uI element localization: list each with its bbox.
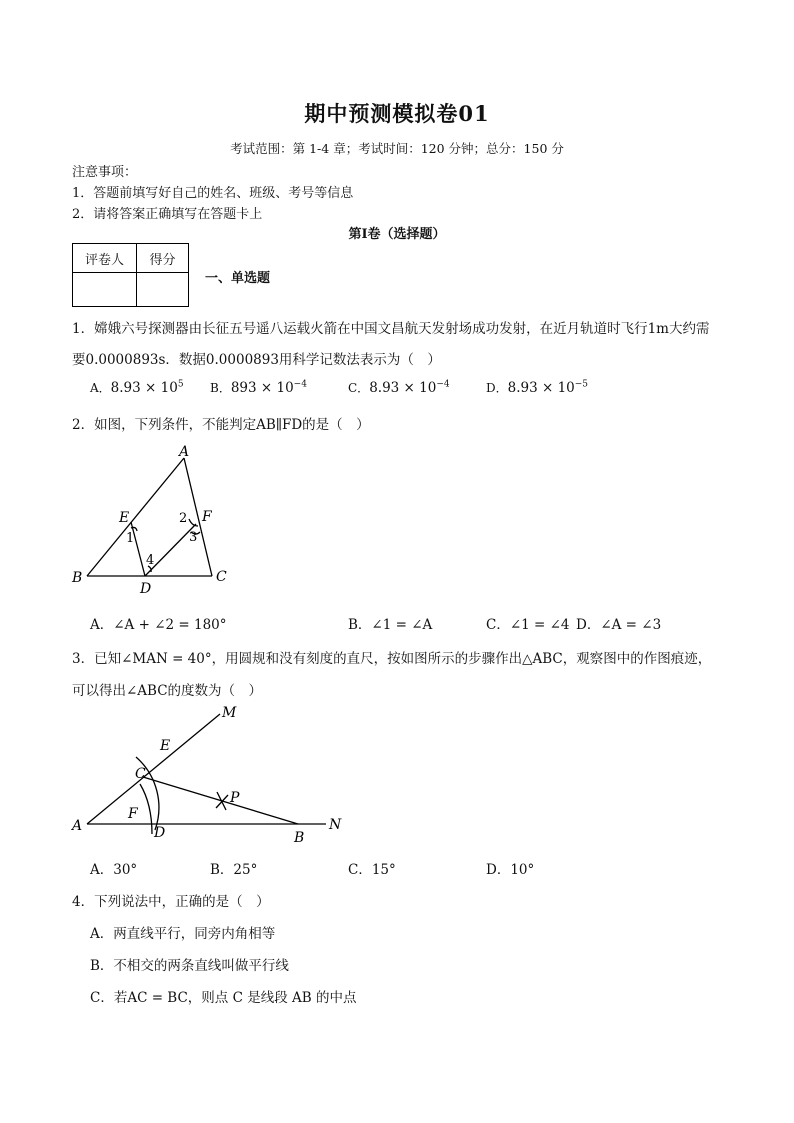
option-letter: B． <box>210 381 231 395</box>
q3-option-a[interactable]: A．30° <box>90 862 138 878</box>
label-e: E <box>160 738 171 754</box>
arc-mark-p2 <box>216 795 228 808</box>
q3-option-c[interactable]: C．15° <box>348 862 396 878</box>
label-d: D <box>140 581 152 597</box>
q1-option-d[interactable] <box>486 379 588 396</box>
q1-option-b[interactable] <box>210 379 307 396</box>
label-p: P <box>230 790 240 806</box>
question-1-line1: 1．嫦娥六号探测器由长征五号遥八运载火箭在中国文昌航天发射场成功发射，在近月轨道时飞行1m大约需 <box>72 321 710 337</box>
note-item: 2．请将答案正确填写在答题卡上 <box>72 207 263 222</box>
label-e: E <box>119 510 130 526</box>
label-m: M <box>222 705 237 721</box>
question-2-figure <box>60 440 250 600</box>
page-title: 期中预测模拟卷01 <box>304 101 490 126</box>
arc-mark-p1 <box>217 792 226 810</box>
label-n: N <box>329 817 342 833</box>
q2-option-d[interactable]: D．∠A = ∠3 <box>576 617 662 633</box>
question-2-stem: 2．如图，下列条件，不能判定AB∥FD的是（ ） <box>72 417 370 433</box>
angle-arc-2 <box>189 519 198 526</box>
question-1-line2: 要0.0000893s．数据0.0000893用科学记数法表示为（ ） <box>72 352 441 368</box>
label-c: C <box>216 569 227 585</box>
label-b: B <box>72 570 83 586</box>
label-angle-3: 3 <box>189 530 198 545</box>
label-f: F <box>202 509 212 525</box>
option-exponent: −4 <box>293 379 307 390</box>
score-table-header-grader: 评卷人 <box>73 244 137 273</box>
section-title: 第Ⅰ卷（选择题） <box>348 227 446 242</box>
question-3-figure <box>62 700 362 848</box>
q2-option-c[interactable]: C．∠1 = ∠4 <box>486 617 570 633</box>
score-table-cell <box>137 273 189 307</box>
label-a: A <box>179 444 190 460</box>
q3-option-d[interactable]: D．10° <box>486 862 535 878</box>
ray-am <box>87 714 220 824</box>
question-3-line1: 3．已知∠MAN = 40°，用圆规和没有刻度的直尺，按如图所示的步骤作出△ABC，观察图中的作图痕迹， <box>72 651 712 667</box>
score-table-header-score: 得分 <box>137 244 189 273</box>
label-angle-1: 1 <box>126 531 135 546</box>
score-table-cell <box>73 273 137 307</box>
option-base: 8.93 × 10 <box>110 380 178 396</box>
label-a: A <box>72 818 83 834</box>
q1-option-a[interactable] <box>90 379 184 396</box>
option-base: 8.93 × 10 <box>369 380 437 396</box>
option-exponent: −4 <box>436 379 450 390</box>
question-3-line2: 可以得出∠ABC的度数为（ ） <box>72 683 263 699</box>
option-letter: D． <box>486 381 508 395</box>
q3-option-b[interactable]: B．25° <box>210 862 258 878</box>
q2-option-b[interactable]: B．∠1 = ∠A <box>348 617 433 633</box>
label-angle-2: 2 <box>179 511 188 526</box>
segment-ab <box>87 458 184 576</box>
score-table <box>72 243 189 307</box>
q2-option-a[interactable]: A．∠A + ∠2 = 180° <box>90 617 227 633</box>
label-b: B <box>294 830 305 846</box>
label-d: D <box>154 825 166 841</box>
label-f: F <box>128 806 138 822</box>
q1-option-c[interactable] <box>348 379 450 396</box>
arc-fd <box>140 784 152 834</box>
option-letter: A． <box>90 381 111 395</box>
option-exponent: 5 <box>177 379 184 390</box>
exam-info: 考试范围：第 1-4 章；考试时间：120 分钟；总分：150 分 <box>230 141 564 156</box>
option-base: 8.93 × 10 <box>507 380 575 396</box>
q4-option-a[interactable]: A．两直线平行，同旁内角相等 <box>90 926 276 942</box>
option-base: 893 × 10 <box>230 380 294 396</box>
option-letter: C． <box>348 381 370 395</box>
notes-heading: 注意事项： <box>72 165 138 180</box>
note-item: 1．答题前填写好自己的姓名、班级、考号等信息 <box>72 186 354 201</box>
segment-cb <box>143 777 298 824</box>
part-title: 一、单选题 <box>205 271 271 286</box>
label-c: C <box>135 766 146 782</box>
label-angle-4: 4 <box>146 553 155 568</box>
question-4-stem: 4．下列说法中，正确的是（ ） <box>72 894 270 910</box>
option-exponent: −5 <box>574 379 589 390</box>
q4-option-c[interactable]: C．若AC = BC，则点 C 是线段 AB 的中点 <box>90 990 357 1006</box>
q4-option-b[interactable]: B．不相交的两条直线叫做平行线 <box>90 958 289 974</box>
